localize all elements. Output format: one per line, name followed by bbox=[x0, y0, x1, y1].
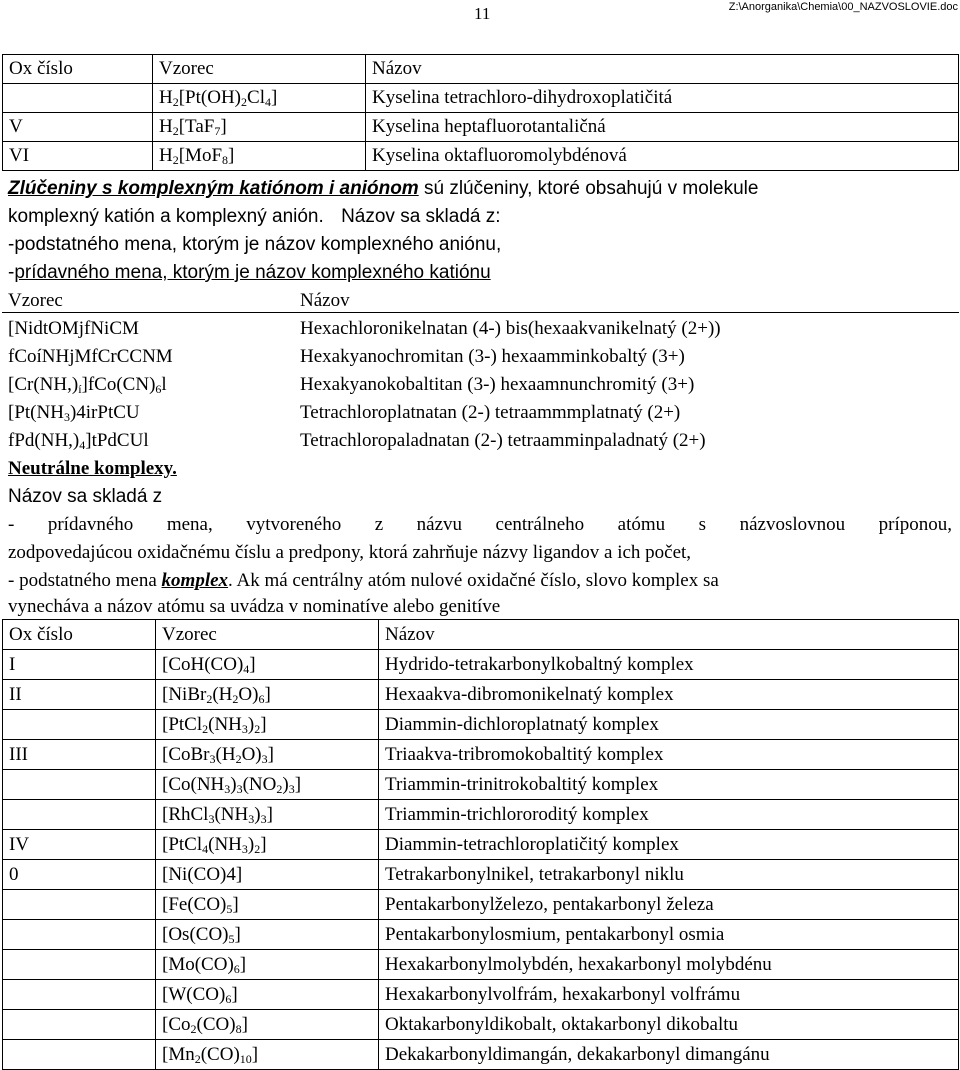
name-cell: Kyselina oktafluoromolybdénová bbox=[366, 142, 959, 171]
col-name-header: Názov bbox=[300, 290, 350, 311]
name-cell: Hexakarbonylvolfrám, hexakarbonyl volfrámu bbox=[379, 980, 959, 1010]
formula-cell: [Ni(CO)4] bbox=[156, 860, 379, 890]
ox-cell bbox=[3, 1010, 156, 1040]
section-intro bbox=[8, 175, 758, 203]
col-formula-header: Vzorec bbox=[8, 290, 63, 311]
col-name-header: Názov bbox=[379, 620, 959, 650]
col-ox-header: Ox číslo bbox=[3, 55, 153, 84]
ox-cell: 0 bbox=[3, 860, 156, 890]
list-item bbox=[8, 231, 501, 259]
name-cell: Triammin-trichlororoditý komplex bbox=[379, 800, 959, 830]
name-cell: Tetrachloroplatnatan (2-) tetraammmplatnatý (2+) bbox=[300, 402, 681, 423]
dash: - bbox=[8, 262, 15, 283]
paragraph-line bbox=[8, 567, 719, 595]
name-cell: Pentakarbonylosmium, pentakarbonyl osmia bbox=[379, 920, 959, 950]
ox-cell bbox=[3, 800, 156, 830]
formula-cell: $[NiBr_2(H_2O)_6]$ bbox=[156, 680, 379, 710]
formula-cell: $[Mo(CO)_6]$ bbox=[156, 950, 379, 980]
ox-cell: II bbox=[3, 680, 156, 710]
table-row bbox=[3, 800, 959, 830]
section-intro: Názov sa skladá z bbox=[8, 486, 163, 507]
table-row bbox=[3, 680, 959, 710]
table-header-row bbox=[3, 620, 959, 650]
name-cell: Diammin-tetrachloroplatičitý komplex bbox=[379, 830, 959, 860]
paragraph-text: - podstatného mena bbox=[8, 570, 162, 591]
table-row bbox=[3, 830, 959, 860]
table-row bbox=[3, 1010, 959, 1040]
section-intro-text: sú zlúčeniny, ktoré obsahujú v molekule bbox=[418, 178, 759, 199]
paragraph-line: vynecháva a názov atómu sa uvádza v nominatíve alebo genitíve bbox=[8, 596, 501, 617]
list-item-text: prídavného mena, ktorým je názov komplexného katiónu bbox=[14, 262, 491, 283]
paragraph-line: zodpovedajúcou oxidačnému číslu a predpony, ktorá zahrňuje názvy ligandov a ich počet, bbox=[8, 542, 692, 563]
col-name-header: Názov bbox=[366, 55, 959, 84]
ox-cell: I bbox=[3, 650, 156, 680]
table-header-row bbox=[3, 55, 959, 84]
formula-cell: $fPd(NH,)_4]tPdCUl$ bbox=[8, 430, 149, 452]
col-formula-header: Vzorec bbox=[153, 55, 366, 84]
name-cell: Kyselina heptafluorotantaličná bbox=[366, 113, 959, 142]
table-row bbox=[8, 399, 681, 427]
ox-cell: IV bbox=[3, 830, 156, 860]
ox-cell bbox=[3, 710, 156, 740]
ox-cell: III bbox=[3, 740, 156, 770]
table-row bbox=[8, 427, 706, 455]
formula-cell: $[W(CO)_6]$ bbox=[156, 980, 379, 1010]
formula-cell: $H_2[Pt(OH)_2Cl_4]$ bbox=[153, 84, 366, 113]
table-row bbox=[3, 84, 959, 113]
name-cell: Hexachloronikelnatan (4-) bis(hexaakvanikelnatý (2+)) bbox=[300, 318, 721, 339]
table-row bbox=[3, 770, 959, 800]
formula-cell: $[Fe(CO)_5]$ bbox=[156, 890, 379, 920]
section-intro-line2 bbox=[8, 203, 501, 231]
section-title bbox=[8, 455, 177, 483]
formula-cell: $H_2[TaF_7]$ bbox=[153, 113, 366, 142]
name-cell: Diammin-dichloroplatnatý komplex bbox=[379, 710, 959, 740]
ox-cell bbox=[3, 1040, 156, 1070]
name-cell: Hexakyanokobaltitan (3-) hexaamnunchromitý (3+) bbox=[300, 374, 695, 395]
table-row bbox=[3, 860, 959, 890]
name-cell: Hexakarbonylmolybdén, hexakarbonyl molybdénu bbox=[379, 950, 959, 980]
table-row bbox=[3, 740, 959, 770]
ox-cell bbox=[3, 770, 156, 800]
dash: - bbox=[8, 234, 15, 255]
table-row bbox=[8, 343, 685, 371]
table-row bbox=[3, 890, 959, 920]
table-row bbox=[3, 920, 959, 950]
acids-table bbox=[2, 54, 959, 171]
name-cell: Tetrachloropaladnatan (2-) tetraamminpaladnatý (2+) bbox=[300, 430, 706, 451]
name-cell: Dekakarbonyldimangán, dekakarbonyl dimangánu bbox=[379, 1040, 959, 1070]
name-cell: Kyselina tetrachloro-dihydroxoplatičitá bbox=[366, 84, 959, 113]
ox-cell bbox=[3, 84, 153, 113]
section-intro-text2b: Názov sa skladá z: bbox=[341, 206, 501, 227]
table-row bbox=[3, 950, 959, 980]
section-intro-text2a: komplexný katión a komplexný anión. bbox=[8, 206, 324, 227]
name-cell: Oktakarbonyldikobalt, oktakarbonyl dikobaltu bbox=[379, 1010, 959, 1040]
name-cell: Hexakyanochromitan (3-) hexaamminkobaltý (3+) bbox=[300, 346, 685, 367]
document-path: Z:\Anorganika\Chemia\00_NAZVOSLOVIE.doc bbox=[728, 1, 958, 13]
formula-cell: $[Co_2(CO)_8]$ bbox=[156, 1010, 379, 1040]
formula-cell: $[Cr(NH,)_í]fCo(CN)_6l$ bbox=[8, 374, 167, 396]
ox-cell bbox=[3, 920, 156, 950]
table-row bbox=[3, 113, 959, 142]
list-item-text: podstatného mena, ktorým je názov komplexného aniónu, bbox=[14, 234, 502, 255]
table2-header bbox=[8, 287, 350, 315]
formula-cell: $[CoH(CO)_4]$ bbox=[156, 650, 379, 680]
section-title: Zlúčeniny s komplexným katiónom i aniónom bbox=[8, 178, 419, 199]
name-cell: Triammin-trinitrokobaltitý komplex bbox=[379, 770, 959, 800]
paragraph-text: . Ak má centrálny atóm nulové oxidačné číslo, slovo komplex sa bbox=[228, 570, 719, 591]
table-row bbox=[3, 142, 959, 171]
keyword: komplex bbox=[161, 570, 229, 591]
ox-cell bbox=[3, 890, 156, 920]
name-cell: Pentakarbonylželezo, pentakarbonyl železa bbox=[379, 890, 959, 920]
formula-cell: [NidtOMjfNiCM bbox=[8, 318, 139, 339]
table-row bbox=[3, 1040, 959, 1070]
ox-cell: VI bbox=[3, 142, 153, 171]
formula-cell: $[Os(CO)_5]$ bbox=[156, 920, 379, 950]
formula-cell: fCoíNHjMfCrCCNM bbox=[8, 346, 173, 367]
table-row bbox=[3, 710, 959, 740]
formula-cell: [$Pt(NH_3)4irPtCU$ bbox=[8, 402, 140, 424]
name-cell: Hydrido-tetrakarbonylkobaltný komplex bbox=[379, 650, 959, 680]
list-item bbox=[8, 259, 491, 287]
divider bbox=[2, 312, 959, 313]
formula-cell: $[PtCl_2(NH_3)_2]$ bbox=[156, 710, 379, 740]
page-number: 11 bbox=[474, 4, 491, 23]
table-row bbox=[3, 980, 959, 1010]
formula-cell: $[Mn_2(CO)_{10}]$ bbox=[156, 1040, 379, 1070]
name-cell: Hexaakva-dibromonikelnatý komplex bbox=[379, 680, 959, 710]
section-title-text: Neutrálne komplexy. bbox=[8, 458, 177, 479]
neutral-complexes-table bbox=[2, 619, 959, 1070]
table-row bbox=[3, 650, 959, 680]
table-row bbox=[8, 315, 721, 343]
col-formula-header: Vzorec bbox=[156, 620, 379, 650]
formula-cell: $[RhCl_3(NH_3)_3]$ bbox=[156, 800, 379, 830]
table-row bbox=[8, 371, 695, 399]
formula-cell: $H_2[MoF_8]$ bbox=[153, 142, 366, 171]
col-ox-header: Ox číslo bbox=[3, 620, 156, 650]
formula-cell: $[PtCl_4(NH_3)_2]$ bbox=[156, 830, 379, 860]
formula-cell: $[CoBr_3(H_2O)_3]$ bbox=[156, 740, 379, 770]
ox-cell bbox=[3, 980, 156, 1010]
ox-cell bbox=[3, 950, 156, 980]
formula-cell: $[Co(NH_3)_3(NO_2)_3]$ bbox=[156, 770, 379, 800]
ox-cell: V bbox=[3, 113, 153, 142]
name-cell: Tetrakarbonylnikel, tetrakarbonyl niklu bbox=[379, 860, 959, 890]
name-cell: Triaakva-tribromokobaltitý komplex bbox=[379, 740, 959, 770]
paragraph-line: - prídavného mena, vytvoreného z názvu centrálneho atómu s názvoslovnou príponou, bbox=[8, 514, 952, 535]
